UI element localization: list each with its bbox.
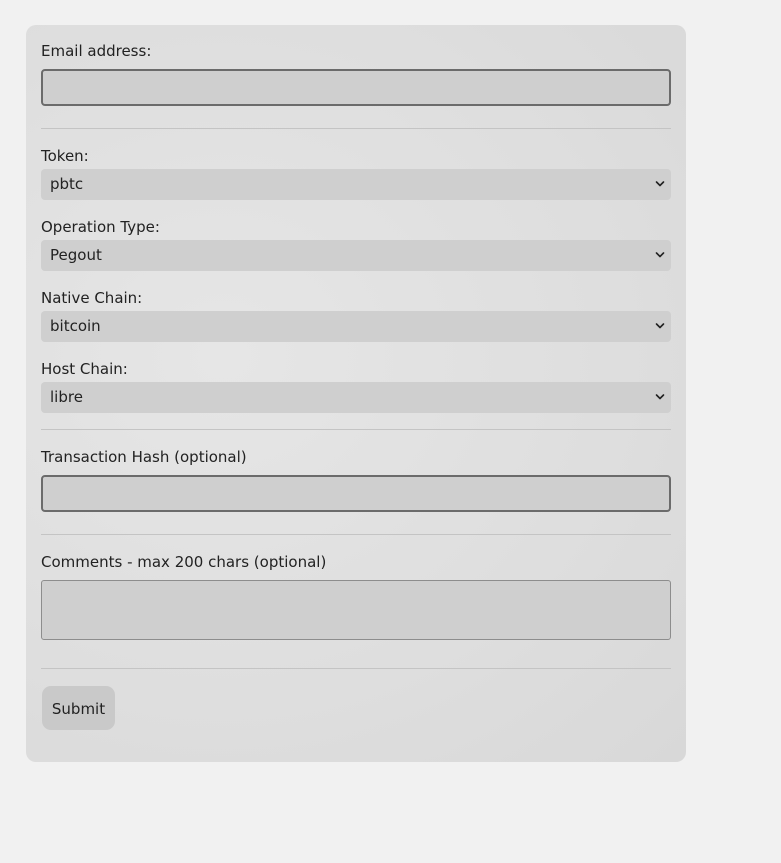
- operation-type-select[interactable]: [41, 240, 671, 271]
- divider: [41, 534, 671, 535]
- tx-hash-field[interactable]: [41, 475, 671, 512]
- request-form: [26, 25, 686, 762]
- comments-label: Comments - max 200 chars (optional): [41, 553, 327, 571]
- divider: [41, 128, 671, 129]
- native-chain-label: Native Chain:: [41, 289, 143, 307]
- divider: [41, 668, 671, 669]
- operation-type-selected-value: Pegout: [50, 246, 102, 264]
- token-label: Token:: [41, 147, 89, 165]
- chevron-down-icon: [655, 169, 665, 200]
- native-chain-select[interactable]: [41, 311, 671, 342]
- tx-hash-label: Transaction Hash (optional): [41, 448, 247, 466]
- host-chain-select[interactable]: [41, 382, 671, 413]
- chevron-down-icon: [655, 382, 665, 413]
- token-select[interactable]: [41, 169, 671, 200]
- host-chain-label: Host Chain:: [41, 360, 128, 378]
- submit-button[interactable]: Submit: [42, 686, 115, 730]
- chevron-down-icon: [655, 240, 665, 271]
- operation-type-label: Operation Type:: [41, 218, 160, 236]
- host-chain-selected-value: libre: [50, 388, 83, 406]
- email-label: Email address:: [41, 42, 152, 60]
- email-field[interactable]: [41, 69, 671, 106]
- comments-textarea[interactable]: [41, 580, 671, 640]
- native-chain-selected-value: bitcoin: [50, 317, 101, 335]
- divider: [41, 429, 671, 430]
- chevron-down-icon: [655, 311, 665, 342]
- token-selected-value: pbtc: [50, 175, 84, 193]
